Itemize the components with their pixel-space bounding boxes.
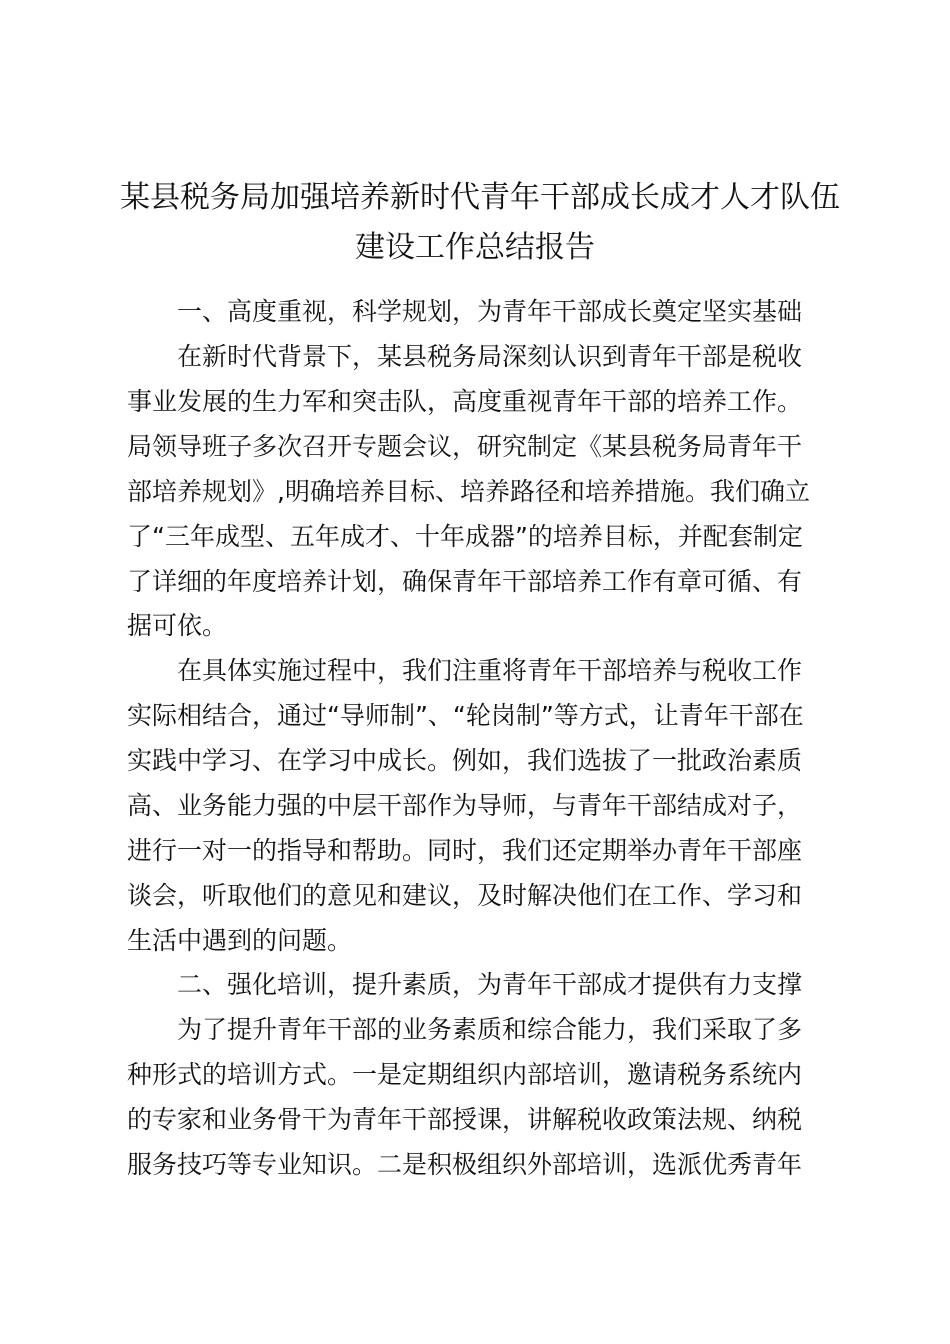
paragraph-line: 高、业务能力强的中层干部作为导师，与青年干部结成对子，	[127, 791, 803, 820]
section-heading-1: 一、高度重视，科学规划，为青年干部成长奠定坚实基础	[177, 297, 803, 326]
paragraph-line: 种形式的培训方式。一是定期组织内部培训，邀请税务系统内	[127, 1060, 803, 1089]
paragraph-line: 进行一对一的指导和帮助。同时，我们还定期举办青年干部座	[127, 836, 803, 865]
paragraph-line: 实践中学习、在学习中成长。例如，我们选拔了一批政治素质	[127, 746, 803, 775]
paragraph-line: 据可依。	[127, 611, 228, 640]
paragraph-line: 事业发展的生力军和突击队，高度重视青年干部的培养工作。	[127, 387, 803, 416]
paragraph-line: 谈会，听取他们的意见和建议，及时解决他们在工作、学习和	[127, 881, 803, 910]
section-heading-2: 二、强化培训，提升素质，为青年干部成才提供有力支撑	[177, 970, 803, 999]
paragraph-line: 在具体实施过程中，我们注重将青年干部培养与税收工作	[177, 656, 803, 685]
paragraph-line: 服务技巧等专业知识。二是积极组织外部培训，选派优秀青年	[127, 1150, 803, 1179]
paragraph-line: 为了提升青年干部的业务素质和综合能力，我们采取了多	[177, 1015, 803, 1044]
paragraph-line: 生活中遇到的问题。	[127, 926, 353, 955]
paragraph-line: 了“三年成型、五年成才、十年成器”的培养目标，并配套制定	[127, 522, 803, 551]
document-title-line-1: 某县税务局加强培养新时代青年干部成长成才人才队伍	[120, 180, 840, 215]
paragraph-line: 了详细的年度培养计划，确保青年干部培养工作有章可循、有	[127, 567, 803, 596]
paragraph-line: 局领导班子多次召开专题会议，研究制定《某县税务局青年干	[127, 432, 803, 461]
paragraph-line: 在新时代背景下，某县税务局深刻认识到青年干部是税收	[177, 342, 803, 371]
paragraph-line: 部培养规划》,明确培养目标、培养路径和培养措施。我们确立	[127, 477, 810, 506]
paragraph-line: 的专家和业务骨干为青年干部授课，讲解税收政策法规、纳税	[127, 1105, 803, 1134]
document-title-line-2: 建设工作总结报告	[355, 230, 595, 265]
paragraph-line: 实际相结合，通过“导师制”、“轮岗制”等方式，让青年干部在	[127, 701, 804, 730]
